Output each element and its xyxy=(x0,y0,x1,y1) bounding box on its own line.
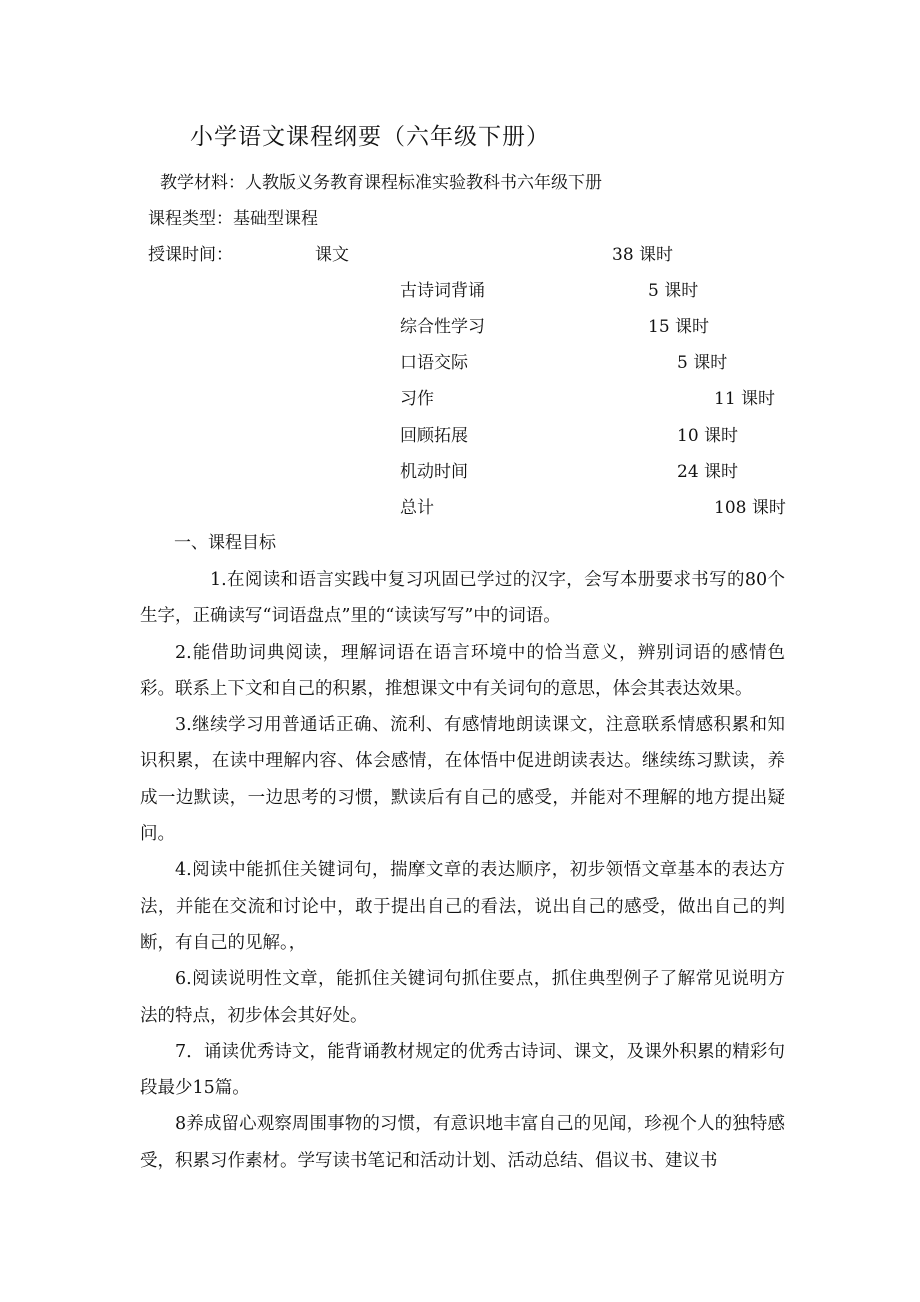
schedule-item-hours: 108 课时 xyxy=(714,498,786,518)
goal-paragraph: 1.在阅读和语言实践中复习巩固已学过的汉字，会写本册要求书写的80个生字，正确读写“词语盘点”里的“读读写写”中的词语。 xyxy=(140,570,785,627)
schedule-item-label: 总计 xyxy=(400,498,434,518)
schedule-item-hours: 11 课时 xyxy=(714,389,776,409)
schedule-item-hours: 38 课时 xyxy=(612,245,674,265)
schedule-item-label: 古诗词背诵 xyxy=(400,281,485,301)
schedule-item-hours: 24 课时 xyxy=(677,462,739,482)
teaching-materials: 教学材料：人教版义务教育课程标准实验教科书六年级下册 xyxy=(160,173,602,193)
goal-paragraph: 3.继续学习用普通话正确、流利、有感情地朗读课文，注意联系情感积累和知识积累，在读中理解内容、体会感情，在体悟中促进朗读表达。继续练习默读，养成一边默读，一边思考的习惯，默读后有自己的感受，并能对不理解的地方提出疑问。 xyxy=(140,715,785,845)
schedule-item-hours: 15 课时 xyxy=(648,317,710,337)
goal-paragraph: 4.阅读中能抓住关键词句，揣摩文章的表达顺序，初步领悟文章基本的表达方法，并能在交流和讨论中，敢于提出自己的看法，说出自己的感受，做出自己的判断，有自己的见解。， xyxy=(140,860,785,953)
schedule-item-label: 课文 xyxy=(315,245,349,265)
schedule-item-hours: 5 课时 xyxy=(648,281,699,301)
goal-paragraph: 6.阅读说明性文章，能抓住关键词句抓住要点，抓住典型例子了解常见说明方法的特点，初步体会其好处。 xyxy=(140,969,785,1026)
schedule-item-hours: 10 课时 xyxy=(677,426,739,446)
goal-paragraph: 7．诵读优秀诗文，能背诵教材规定的优秀古诗词、课文，及课外积累的精彩句段最少15篇。 xyxy=(140,1041,785,1099)
schedule-item-label: 回顾拓展 xyxy=(400,426,468,446)
schedule-item-label: 口语交际 xyxy=(400,353,468,373)
goal-paragraph: 8养成留心观察周围事物的习惯，有意识地丰富自己的见闻，珍视个人的独特感受，积累习作素材。学写读书笔记和活动计划、活动总结、倡议书、建议书 xyxy=(140,1114,785,1171)
schedule-item-label: 综合性学习 xyxy=(400,317,485,337)
document-title: 小学语文课程纲要（六年级下册） xyxy=(190,124,550,150)
course-goals xyxy=(140,562,785,1179)
course-type: 课程类型：基础型课程 xyxy=(148,209,318,229)
section-heading: 一、课程目标 xyxy=(174,533,276,553)
goal-paragraph: 2.能借助词典阅读，理解词语在语言环境中的恰当意义，辨别词语的感情色彩。联系上下文和自己的积累，推想课文中有关词句的意思，体会其表达效果。 xyxy=(140,642,785,699)
schedule-label: 授课时间： xyxy=(148,245,233,265)
schedule-item-hours: 5 课时 xyxy=(677,353,728,373)
schedule-item-label: 习作 xyxy=(400,389,434,409)
schedule-item-label: 机动时间 xyxy=(400,462,468,482)
